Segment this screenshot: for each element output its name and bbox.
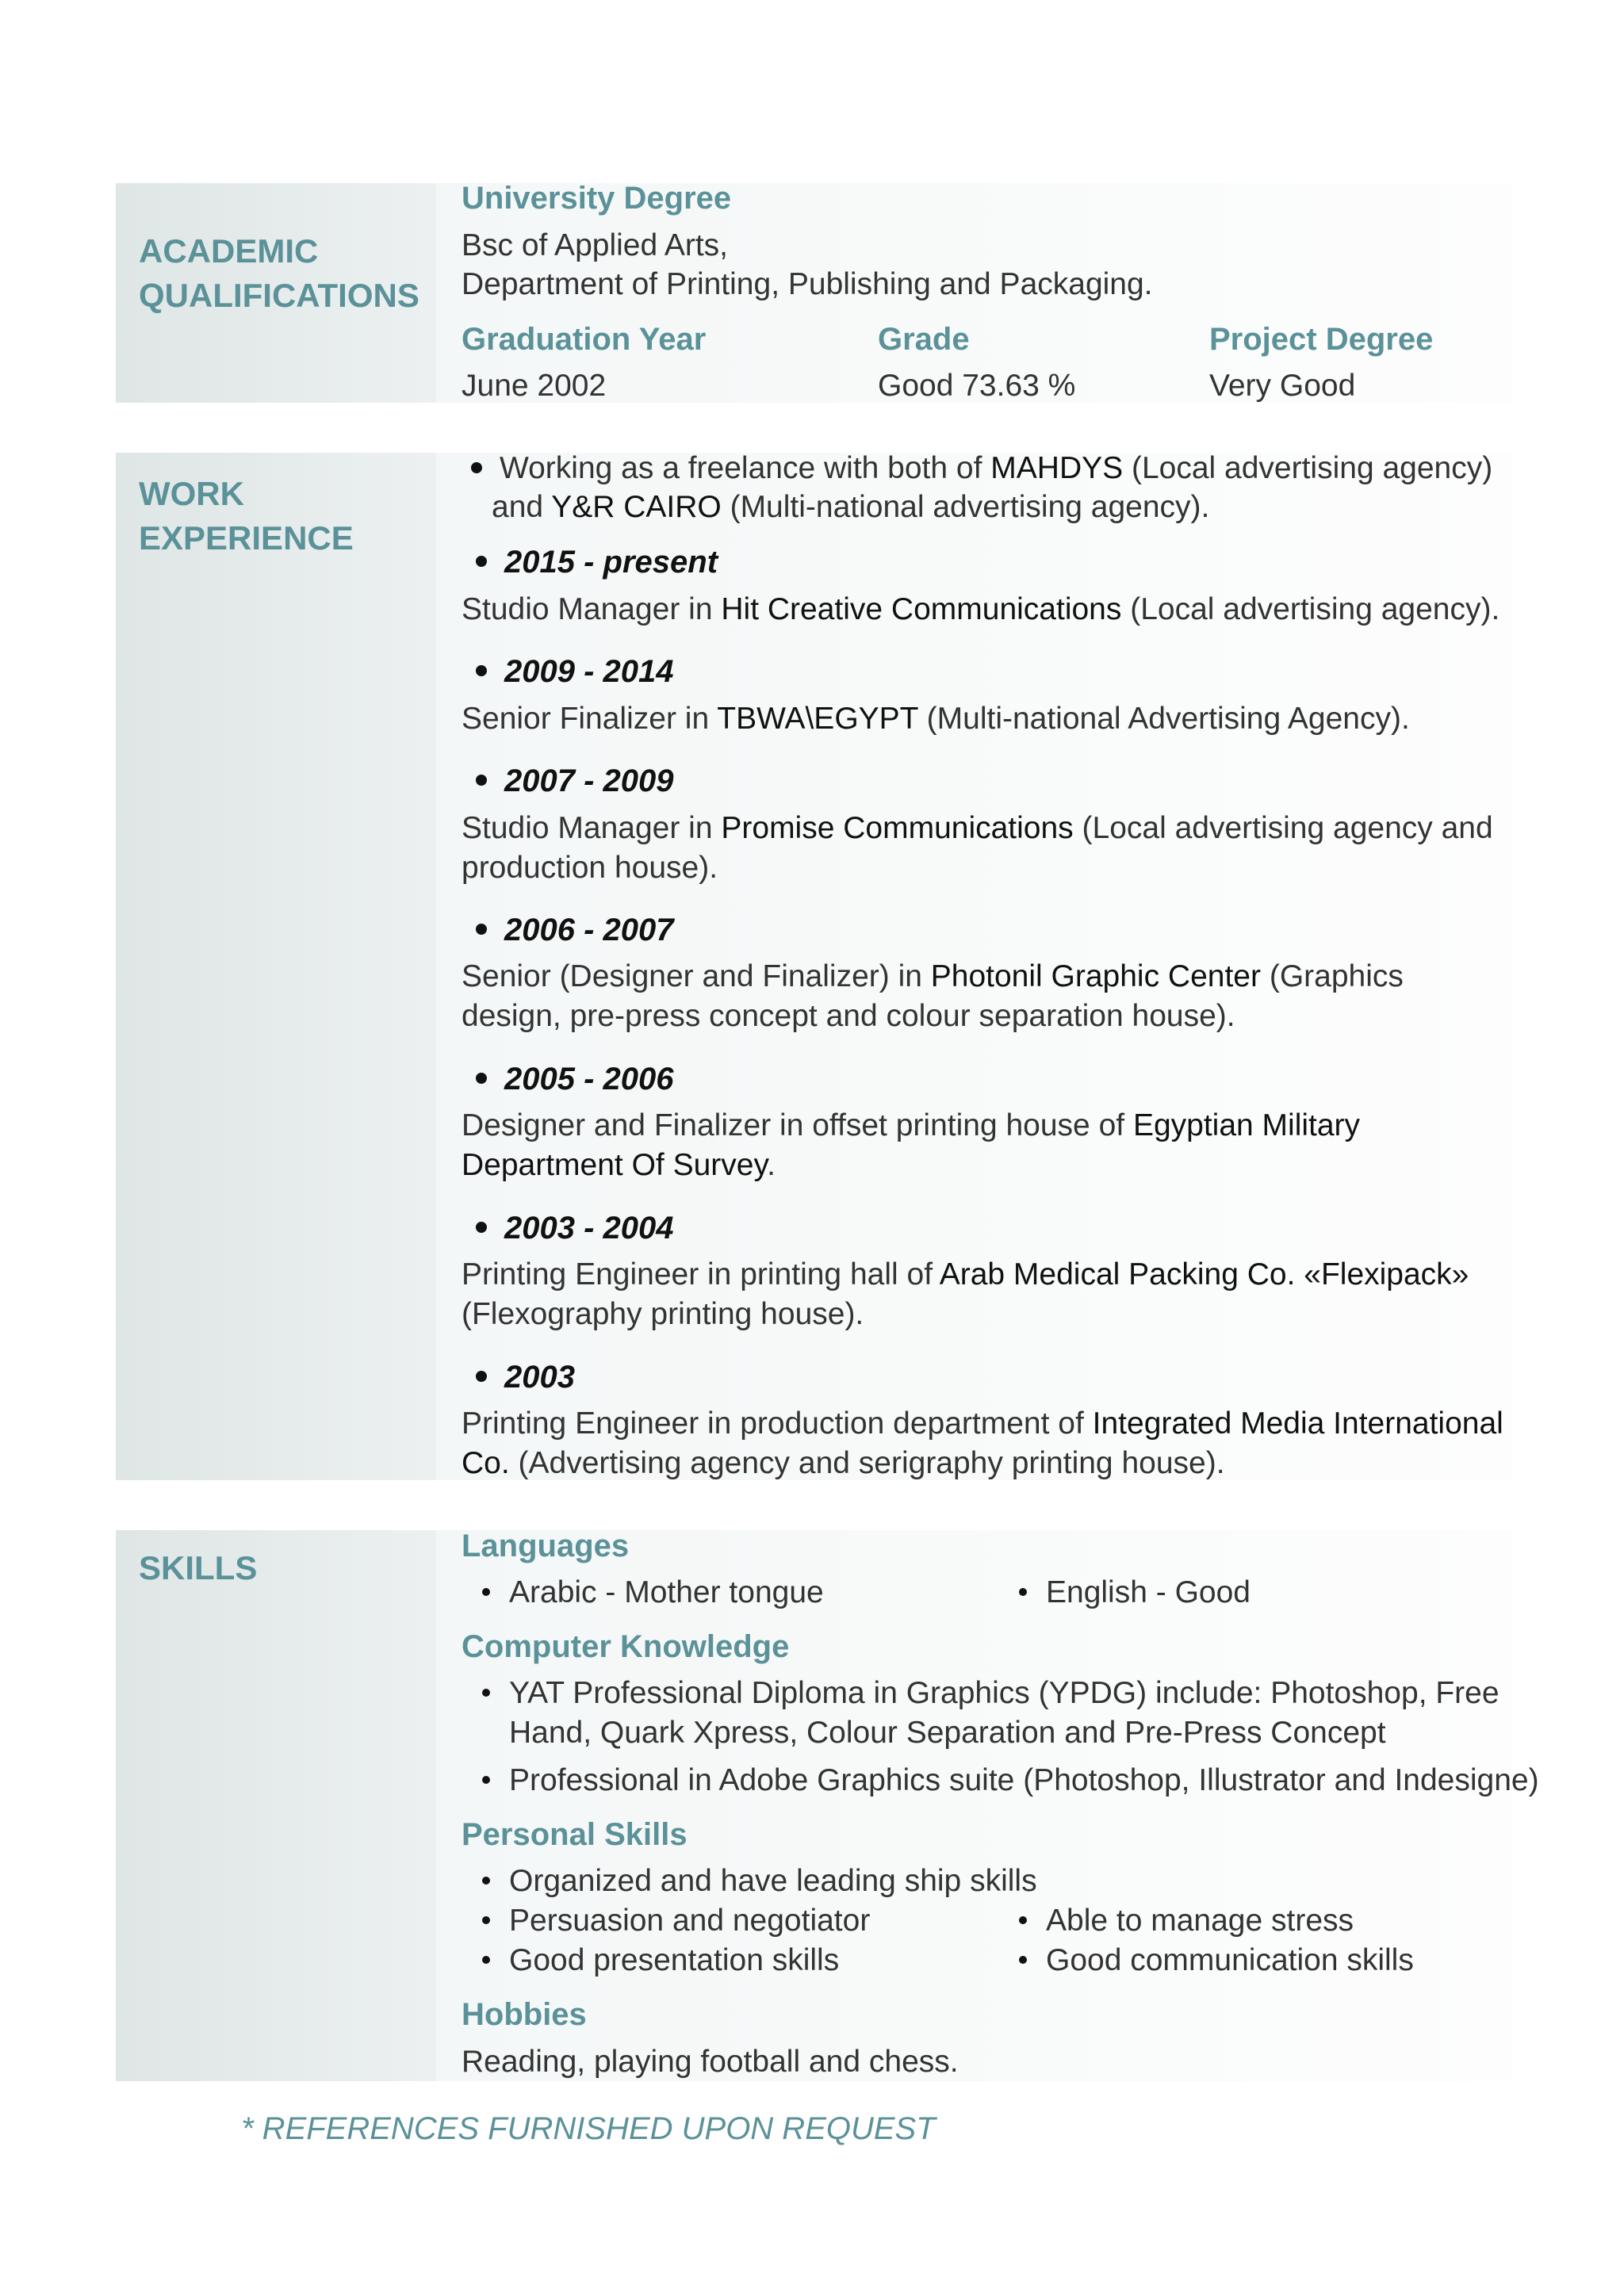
- computer-item: Professional in Adobe Graphics suite (Photoshop, Illustrator and Indesigne): [482, 1761, 1539, 1800]
- languages-heading: Languages: [462, 1529, 630, 1563]
- job-description: Senior (Designer and Finalizer) in Photonil Graphic Center (Graphics design, pre-press concept and colour separation house).: [462, 959, 1404, 1033]
- job-description: Studio Manager in Promise Communications (Local advertising agency and production house).: [462, 811, 1493, 885]
- grade-heading: Grade: [878, 322, 970, 357]
- job-years: 2009 - 2014: [476, 652, 674, 691]
- bullet-icon: [1019, 1916, 1027, 1924]
- bullet-icon: [476, 1073, 487, 1084]
- skills-label: SKILLS: [139, 1549, 258, 1586]
- bullet-icon: [476, 665, 487, 676]
- hobbies-text: Reading, playing football and chess.: [462, 2045, 959, 2079]
- grad-year-value: June 2002: [462, 369, 607, 403]
- personal-skill-item: Good presentation skills: [482, 1941, 839, 1980]
- grad-year-heading: Graduation Year: [462, 322, 707, 357]
- bullet-icon: [476, 924, 487, 935]
- skills-content-block: [436, 1530, 1511, 2081]
- job-years: 2003: [476, 1357, 575, 1397]
- bullet-icon: [476, 775, 487, 786]
- bullet-icon: [476, 1222, 487, 1233]
- bullet-icon: [1019, 1956, 1027, 1964]
- academic-label-block: [116, 183, 436, 403]
- job-years: 2007 - 2009: [476, 761, 674, 801]
- personal-skill-item: Organized and have leading ship skills: [482, 1862, 1037, 1901]
- bullet-icon: [482, 1588, 490, 1596]
- personal-skill-item: Able to manage stress: [1019, 1901, 1354, 1941]
- bullet-icon: [482, 1877, 490, 1885]
- bullet-icon: [1019, 1588, 1027, 1596]
- degree-line-2: Department of Printing, Publishing and Packaging.: [462, 267, 1153, 301]
- job-description: Studio Manager in Hit Creative Communications (Local advertising agency).: [462, 592, 1500, 626]
- language-item: Arabic - Mother tongue: [482, 1573, 824, 1613]
- job-years: 2003 - 2004: [476, 1208, 674, 1248]
- degree-line-1: Bsc of Applied Arts,: [462, 228, 729, 262]
- job-description: Printing Engineer in printing hall of Arab Medical Packing Co. «Flexipack» (Flexography printing house).: [462, 1257, 1469, 1331]
- work-label: WORK EXPERIENCE: [139, 475, 354, 557]
- bullet-icon: [476, 1371, 487, 1382]
- bullet-icon: [476, 556, 487, 567]
- language-item: English - Good: [1019, 1573, 1251, 1613]
- job-description: Designer and Finalizer in offset printing house of Egyptian Military Department Of Survey.: [462, 1108, 1361, 1182]
- personal-skill-item: Persuasion and negotiator: [482, 1901, 870, 1941]
- bullet-icon: [482, 1956, 490, 1964]
- project-degree-value: Very Good: [1209, 369, 1356, 403]
- bullet-icon: [482, 1916, 490, 1924]
- computer-item: YAT Professional Diploma in Graphics (YPDG) include: Photoshop, Free Hand, Quark Xpress, Colour Separation and Pre-Press Concept: [509, 1676, 1500, 1750]
- personal-skills-heading: Personal Skills: [462, 1817, 688, 1852]
- job-description: Senior Finalizer in TBWA\EGYPT (Multi-national Advertising Agency).: [462, 702, 1410, 736]
- grade-value: Good 73.63 %: [878, 369, 1076, 403]
- bullet-icon: [482, 1689, 490, 1697]
- job-description: Printing Engineer in production department of Integrated Media International Co. (Advertising agency and serigraphy printing house).: [462, 1406, 1503, 1480]
- hobbies-heading: Hobbies: [462, 1997, 587, 2032]
- project-degree-heading: Project Degree: [1209, 322, 1434, 357]
- degree-heading: University Degree: [462, 181, 732, 216]
- academic-label: ACADEMIC QUALIFICATIONS: [139, 232, 419, 314]
- references-note: * REFERENCES FURNISHED UPON REQUEST: [241, 2111, 936, 2146]
- job-years: 2006 - 2007: [476, 910, 674, 950]
- computer-knowledge-heading: Computer Knowledge: [462, 1629, 790, 1664]
- skills-label-block: [116, 1530, 436, 2081]
- work-intro-line-2: and Y&R CAIRO (Multi-national advertising agency).: [492, 490, 1210, 524]
- bullet-icon: [471, 462, 482, 473]
- computer-item-bullet: [482, 1674, 509, 1713]
- job-years: 2015 - present: [476, 542, 718, 582]
- job-years: 2005 - 2006: [476, 1059, 674, 1099]
- bullet-icon: [482, 1776, 490, 1784]
- personal-skill-item: Good communication skills: [1019, 1941, 1414, 1980]
- work-label-block: [116, 453, 436, 1480]
- work-intro-line-1: Working as a freelance with both of MAHDYS (Local advertising agency): [471, 449, 1492, 488]
